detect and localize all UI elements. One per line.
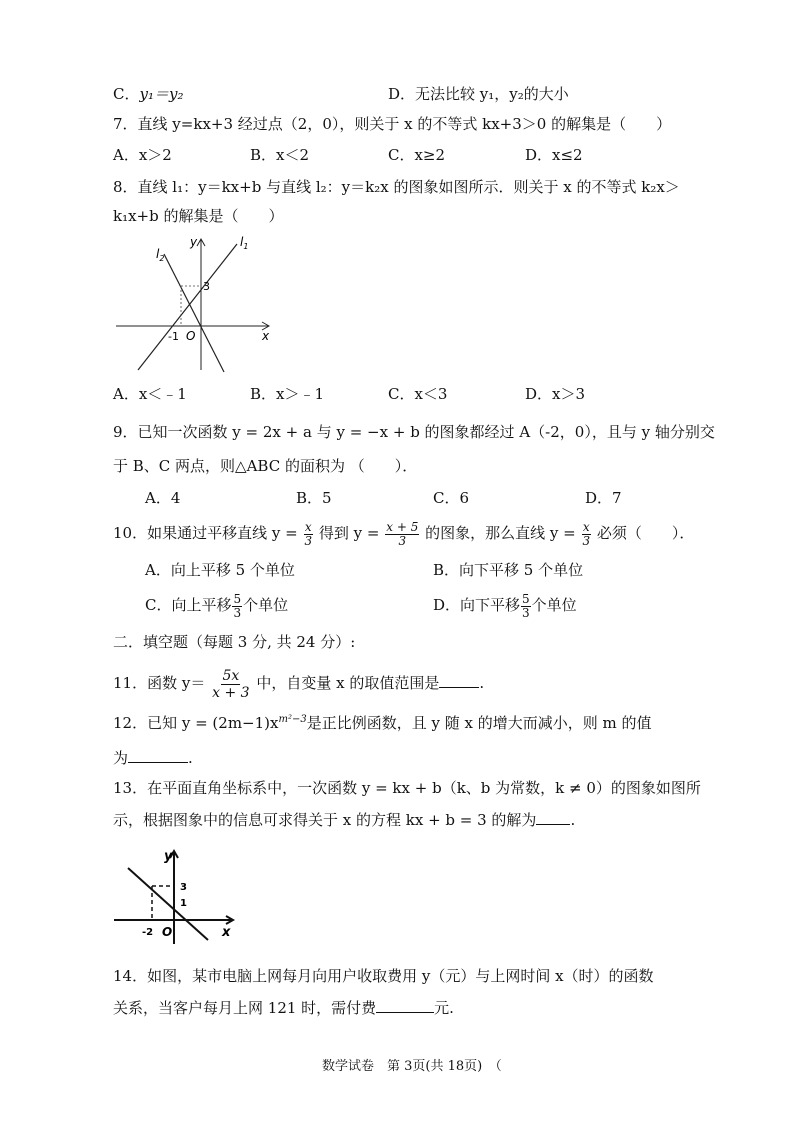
q7-option-d: D．x≤2	[525, 146, 583, 164]
page-footer: 数学试卷 第 3页(共 18页) （	[322, 1059, 502, 1074]
answer-blank	[439, 673, 479, 688]
q13-stem-line1: 13．在平面直角坐标系中，一次函数 y = kx + b（k、b 为常数，k ≠ 0）的图象如图所	[113, 779, 701, 797]
q7-option-c: C．x≥2	[388, 146, 446, 164]
q9-option-d: D．7	[585, 489, 622, 507]
q7-stem: 7．直线 y=kx+3 经过点（2，0），则关于 x 的不等式 kx+3＞0 的解集是（ ）	[113, 115, 672, 133]
q8-option-b: B．x＞﹣1	[250, 385, 325, 403]
q14-stem-line1: 14．如图，某市电脑上网每月向用户收取费用 y（元）与上网时间 x（时）的函数	[113, 967, 654, 985]
q8-stem-line2: k₁x+b 的解集是（ ）	[113, 207, 284, 225]
label-origin: O	[186, 329, 196, 343]
q8-option-c: C．x＜3	[388, 385, 448, 403]
line-l1	[138, 244, 237, 370]
q13-figure	[112, 840, 240, 948]
label-l2: $l_2$	[156, 247, 165, 263]
q12-stem-line2: 为 .	[113, 749, 193, 767]
section-heading: 二．填空题（每题 3 分, 共 24 分）:	[113, 633, 356, 651]
q10-stem: 10．如果通过平移直线 y = $\frac{x}{3}$ 得到 y = $\frac{x + 5}{3}$ 的图象，那么直线 y = $\frac{x}{3}$ 必须（ ）．	[113, 519, 695, 548]
answer-blank	[536, 810, 570, 825]
q8-option-d: D．x＞3	[525, 385, 586, 403]
q11-stem: 11．函数 y＝ $\frac{5x}{x + 3}$ 中，自变量 x 的取值范围是 .	[113, 667, 485, 701]
label-y: y	[164, 849, 173, 864]
label-x: x	[262, 329, 270, 343]
q8-stem-line1: 8．直线 l₁：y＝kx+b 与直线 l₂：y＝k₂x 的图象如图所示．则关于 x 的不等式 k₂x＞	[113, 178, 680, 196]
label-y: y	[190, 235, 198, 249]
q9-option-c: C．6	[433, 489, 470, 507]
label-three: 3	[180, 882, 187, 893]
label-three: 3	[203, 280, 210, 293]
q9-stem-line2: 于 B、C 两点，则△ABC 的面积为 （ ）．	[113, 457, 418, 475]
label-neg1: -1	[168, 330, 179, 343]
label-neg2: -2	[142, 927, 154, 938]
q10-option-c: C．向上平移 $\frac{5}{3}$ 个单位	[145, 591, 289, 620]
q9-stem-line1: 9．已知一次函数 y = 2x + a 与 y = −x + b 的图象都经过 A（-2，0），且与 y 轴分别交	[113, 423, 715, 441]
fraction-x-plus-5-over-3: $\frac{x + 5}{3}$	[386, 519, 419, 548]
label-l1: $l_1$	[240, 235, 249, 251]
q6-option-c: C．y₁＝y₂	[113, 85, 184, 103]
q9-option-b: B．5	[296, 489, 332, 507]
q7-option-a: A．x＞2	[113, 146, 172, 164]
fraction-x-over-3-b: $\frac{x}{3}$	[582, 519, 591, 548]
fraction-5x-over-x-plus-3: $\frac{5x}{x + 3}$	[212, 667, 250, 701]
label-origin: O	[162, 925, 173, 939]
label-x: x	[222, 925, 231, 940]
answer-blank	[128, 748, 188, 763]
q14-stem-line2: 关系，当客户每月上网 121 时，需付费 元.	[113, 999, 454, 1017]
q10-option-b: B．向下平移 5 个单位	[433, 561, 584, 579]
fraction-5-over-3: $\frac{5}{3}$	[233, 591, 242, 620]
q12-stem-line1: 12．已知 $y = (2m-1)x^{m^2-3}$是正比例函数，且 y 随 x 的增大而减小，则 m 的值	[113, 714, 652, 732]
q8-option-a: A．x＜﹣1	[113, 385, 187, 403]
label-one: 1	[180, 898, 187, 909]
q8-figure	[112, 230, 278, 376]
q7-option-b: B．x＜2	[250, 146, 310, 164]
fraction-x-over-3: $\frac{x}{3}$	[304, 519, 313, 548]
q9-option-a: A．4	[145, 489, 181, 507]
q13-stem-line2: 示，根据图象中的信息可求得关于 x 的方程 kx + b = 3 的解为 .	[113, 811, 576, 829]
q10-option-a: A．向上平移 5 个单位	[145, 561, 295, 579]
answer-blank	[376, 998, 434, 1013]
q6-option-d: D．无法比较 y₁，y₂的大小	[388, 85, 569, 103]
q10-option-d: D．向下平移 $\frac{5}{3}$ 个单位	[433, 591, 577, 620]
fraction-5-over-3-b: $\frac{5}{3}$	[522, 591, 530, 620]
